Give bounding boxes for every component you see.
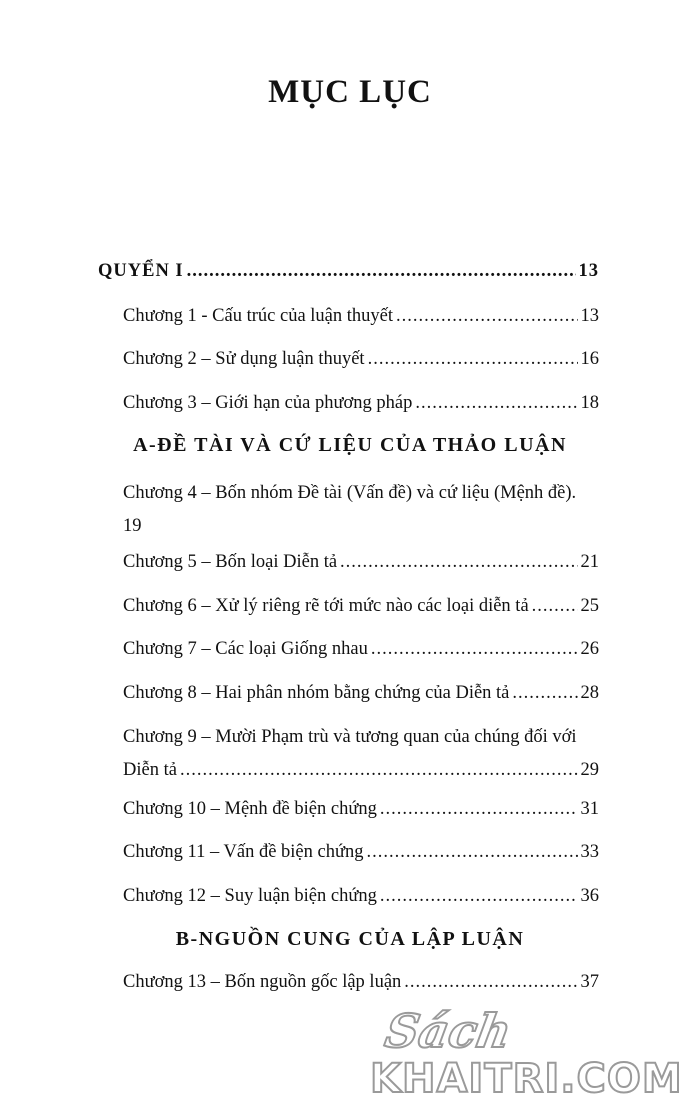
watermark-brand-text: KHAITRI.COM: [370, 1056, 683, 1102]
toc-entry-wrapped[interactable]: [123, 721, 599, 787]
section-heading-a: A-ĐỀ TÀI VÀ CỨ LIỆU CỦA THẢO LUẬN: [133, 434, 567, 456]
toc-entry[interactable]: [123, 797, 599, 821]
toc-part-entry[interactable]: [98, 259, 599, 283]
dot-leader: [368, 347, 578, 371]
entry-label: Chương 1 - Cấu trúc của luận thuyết: [123, 306, 394, 326]
toc-entry[interactable]: [123, 594, 599, 618]
dot-leader: [340, 550, 577, 574]
entry-label: Chương 2 – Sử dụng luận thuyết: [123, 349, 365, 369]
page-number: 13: [578, 261, 599, 281]
dot-leader: [367, 840, 578, 864]
page-number: 37: [580, 972, 599, 992]
dot-leader: [512, 681, 577, 705]
toc-entry[interactable]: [123, 304, 599, 328]
entry-label: Chương 10 – Mệnh đề biện chứng: [123, 799, 377, 819]
watermark-logo: [360, 1000, 690, 1110]
entry-label: Chương 9 – Mười Phạm trù và tương quan của chúng đối với: [123, 727, 577, 747]
page-number: 36: [580, 886, 599, 906]
dot-leader: [532, 594, 578, 618]
toc-entry[interactable]: [123, 681, 599, 705]
page-number: 33: [580, 842, 599, 862]
toc-entry[interactable]: [123, 884, 599, 908]
part-label: QUYỂN I: [98, 261, 184, 281]
entry-label: Chương 11 – Vấn đề biện chứng: [123, 842, 364, 862]
dot-leader: [396, 304, 577, 328]
entry-label: Chương 5 – Bốn loại Diễn tả: [123, 552, 338, 572]
entry-label: Chương 7 – Các loại Giống nhau: [123, 639, 368, 659]
dot-leader: [415, 391, 577, 415]
entry-label: Chương 12 – Suy luận biện chứng: [123, 886, 377, 906]
entry-label: Chương 6 – Xử lý riêng rẽ tới mức nào các loại diễn tả: [123, 596, 529, 616]
watermark-script-text: Sách: [381, 1004, 516, 1058]
dot-leader: [380, 797, 578, 821]
page-title: MỤC LỤC: [268, 74, 432, 110]
page-number: 21: [580, 552, 599, 572]
page-number: 16: [580, 349, 599, 369]
dot-leader: [380, 884, 578, 908]
entry-label-continued: Diễn tả: [123, 760, 177, 780]
page-number: 13: [580, 306, 599, 326]
toc-entry[interactable]: [123, 637, 599, 661]
page-number: 19: [123, 516, 142, 536]
page-number: 31: [580, 799, 599, 819]
toc-entry-wrapped[interactable]: [123, 477, 599, 543]
page-number: 26: [580, 639, 599, 659]
dot-leader: [180, 754, 578, 787]
toc-entry[interactable]: [123, 391, 599, 415]
page-number: 18: [580, 393, 599, 413]
page-number: 25: [580, 596, 599, 616]
entry-label: Chương 13 – Bốn nguồn gốc lập luận: [123, 972, 402, 992]
page-number: 29: [580, 760, 599, 780]
entry-label: Chương 8 – Hai phân nhóm bằng chứng của Diễn tả: [123, 683, 510, 703]
section-heading-b: B-NGUỒN CUNG CỦA LẬP LUẬN: [175, 928, 525, 950]
dot-leader: [187, 259, 576, 283]
toc-entry[interactable]: [123, 970, 599, 994]
toc-entry[interactable]: [123, 550, 599, 574]
page-number: 28: [580, 683, 599, 703]
entry-label: Chương 3 – Giới hạn của phương pháp: [123, 393, 413, 413]
entry-label: Chương 4 – Bốn nhóm Đề tài (Vấn đề) và cứ liệu (Mệnh đề).: [123, 483, 577, 503]
toc-entry[interactable]: [123, 347, 599, 371]
dot-leader: [371, 637, 578, 661]
dot-leader: [404, 970, 577, 994]
toc-entry[interactable]: [123, 840, 599, 864]
